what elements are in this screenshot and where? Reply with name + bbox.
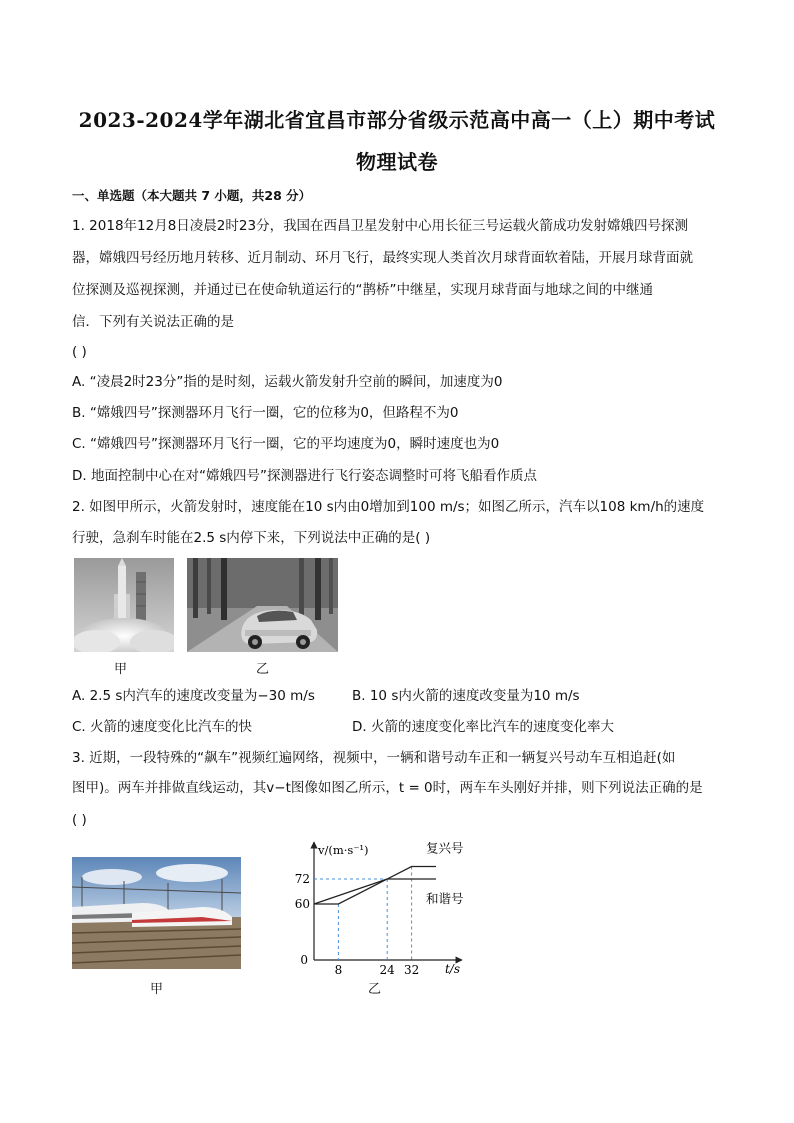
q1-option-d: D. 地面控制中心在对“嫦娥四号”探测器进行飞行姿态调整时可将飞船看作质点 [72,468,537,484]
q2-option-c: C. 火箭的速度变化比汽车的快 [72,719,253,735]
q2-text-line: 2. 如图甲所示，火箭发射时，速度能在10 s内由0增加到100 m/s；如图乙所示，汽车以108 km/h的速度 [72,499,705,515]
q2-option-d: D. 火箭的速度变化率比汽车的速度变化率大 [352,719,614,735]
q2-option-a: A. 2.5 s内汽车的速度改变量为−30 m/s [72,688,315,704]
figure-caption-yi: 乙 [256,662,270,677]
figure-caption-jia: 甲 [150,982,164,997]
series-name-label: 复兴号 [426,840,464,856]
section-heading: 一、单选题（本大题共 7 小题，共28 分） [72,188,312,203]
q1-text-line: 位探测及巡视探测，并通过已在使命轨道运行的“鹊桥”中继星，实现月球背面与地球之间的中继通 [72,282,653,298]
q1-option-c: C. “嫦娥四号”探测器环月飞行一圈，它的平均速度为0，瞬时速度也为0 [72,436,500,452]
series-line [314,879,436,904]
q3-answer-blank: ( ) [72,812,87,828]
q1-answer-blank: ( ) [72,344,87,360]
bullet-trains-photo [72,857,241,969]
q1-text-line: 1. 2018年12月8日凌晨2时23分，我国在西昌卫星发射中心用长征三号运载火箭成功发射嫦娥四号探测 [72,218,689,234]
origin-label: 0 [300,953,308,967]
q2-text-line: 行驶，急刹车时能在2.5 s内停下来，下列说法中正确的是( ) [72,530,431,546]
x-tick-label: 8 [334,963,343,977]
x-tick-label: 32 [403,963,420,977]
y-tick-label: 72 [294,872,310,886]
velocity-time-chart [290,838,480,983]
q3-text-line: 图甲)。两车并排做直线运动，其v−t图像如图乙所示，t = 0时，两车车头刚好并排，则下列说法正确的是 [72,780,703,796]
q1-text-line: 信．下列有关说法正确的是 [72,314,234,330]
y-tick-label: 60 [294,897,310,911]
series-name-label: 和谐号 [426,891,464,906]
sports-car-photo [187,558,338,652]
y-axis-label: v/(m·s⁻¹) [318,843,369,857]
figure-caption-yi: 乙 [368,982,382,997]
x-axis-label: t/s [444,962,460,976]
q2-option-b: B. 10 s内火箭的速度改变量为10 m/s [352,688,580,704]
q3-text-line: 3. 近期，一段特殊的“飙车”视频红遍网络，视频中，一辆和谐号动车正和一辆复兴号动车互相追赶(如 [72,750,676,766]
q1-text-line: 器，嫦娥四号经历地月转移、近月制动、环月飞行，最终实现人类首次月球背面软着陆，开展月球背面就 [72,250,693,266]
q1-option-b: B. “嫦娥四号”探测器环月飞行一圈，它的位移为0，但路程不为0 [72,405,459,421]
exam-title: 2023-2024学年湖北省宜昌市部分省级示范高中高一（上）期中考试 [78,108,716,132]
rocket-launch-photo [74,558,174,652]
figure-caption-jia: 甲 [114,662,128,677]
exam-subtitle: 物理试卷 [356,150,438,174]
q1-option-a: A. “凌晨2时23分”指的是时刻，运载火箭发射升空前的瞬间，加速度为0 [72,374,503,390]
x-tick-label: 24 [379,963,395,977]
